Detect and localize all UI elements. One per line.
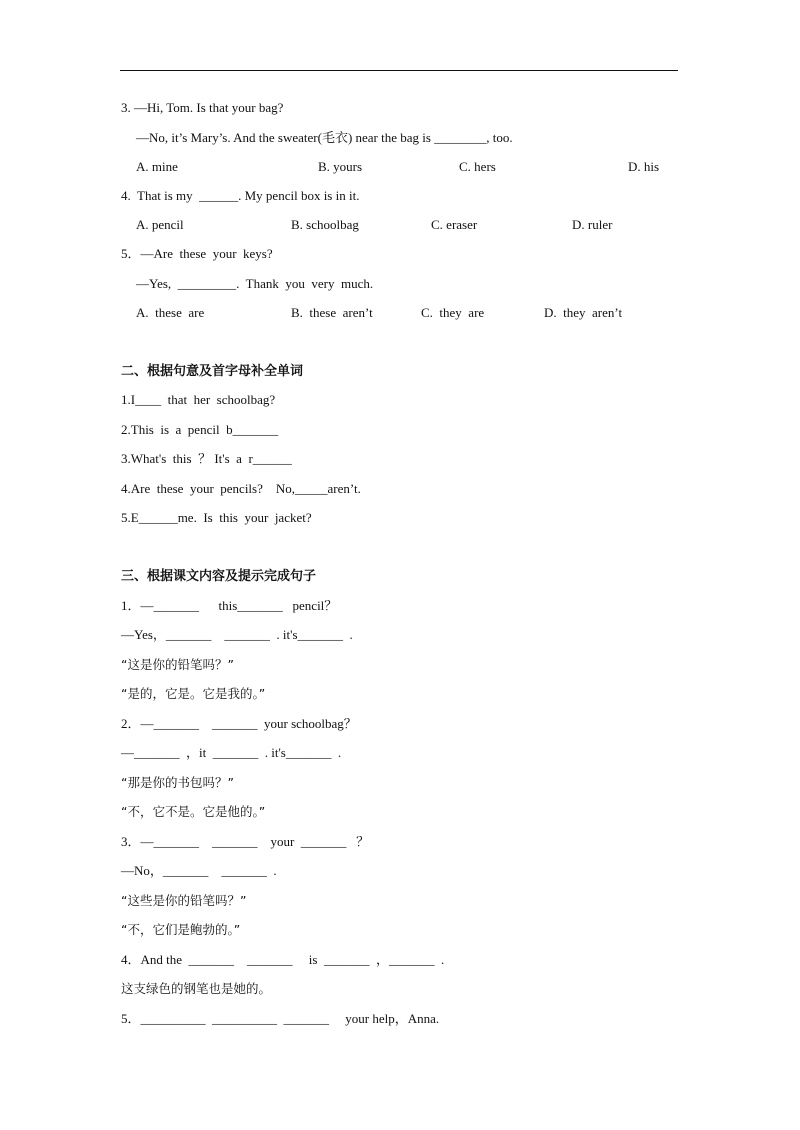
section-3-line-3: “这是你的铅笔吗？” (121, 657, 234, 672)
section-2-item-4: 4.Are these your pencils? No,_____aren’t. (121, 481, 361, 496)
section-3-line-15: 5．__________ __________ _______ your help，Anna. (121, 1011, 440, 1026)
question-3: 3. —Hi, Tom. Is that your bag? (121, 100, 284, 115)
q4-option-d: D. ruler (572, 217, 613, 232)
section-3-line-11: “这些是你的铅笔吗？” (121, 893, 247, 908)
section-3-line-4: “是的，它是。它是我的。” (121, 686, 266, 701)
question-3-answer-line: —No, it’s Mary’s. And the sweater(毛衣) near the bag is ________, too. (136, 130, 513, 145)
q4-option-b: B. schoolbag (291, 217, 359, 232)
section-2-item-3: 3.What's this ？ It's a r______ (121, 451, 292, 466)
section-3-line-7: “那是你的书包吗？” (121, 775, 234, 790)
section-3-line-2: —Yes，_______ _______ . it's_______ . (121, 627, 353, 642)
q5-option-a: A. these are (136, 305, 205, 320)
question-5-answer-line: —Yes, _________. Thank you very much. (136, 276, 374, 291)
section-2-item-2: 2.This is a pencil b_______ (121, 422, 279, 437)
section-3-line-13: 4．And the _______ _______ is _______ ，_______ . (121, 952, 445, 967)
section-2-item-1: 1.I____ that her schoolbag? (121, 392, 276, 407)
q5-option-d: D. they aren’t (544, 305, 623, 320)
header-rule (120, 70, 678, 71)
section-3-line-6: —_______ ，it _______ . it's_______ . (121, 745, 342, 760)
section-2-heading: 二、根据句意及首字母补全单词 (121, 364, 304, 379)
q3-option-d: D. his (628, 159, 660, 174)
section-3-line-8: “不，它不是。它是他的。” (121, 804, 266, 819)
section-3-heading: 三、根据课文内容及提示完成句子 (121, 569, 317, 584)
q4-option-a: A. pencil (136, 217, 184, 232)
q5-option-c: C. they are (421, 305, 485, 320)
section-2-item-5: 5.E______me. Is this your jacket? (121, 510, 312, 525)
q3-option-c: C. hers (459, 159, 496, 174)
q4-option-c: C. eraser (431, 217, 478, 232)
section-3-line-10: —No，_______ _______ . (121, 863, 277, 878)
section-3-line-1: 1．—_______ this_______ pencil？ (121, 598, 338, 613)
q5-option-b: B. these aren’t (291, 305, 373, 320)
question-4: 4. That is my ______. My pencil box is in it. (121, 188, 360, 203)
question-5: 5．—Are these your keys? (121, 246, 273, 261)
q3-option-a: A. mine (136, 159, 178, 174)
section-3-line-12: “不，它们是鲍勃的。” (121, 922, 241, 937)
section-3-line-5: 2．—_______ _______ your schoolbag？ (121, 716, 357, 731)
q3-option-b: B. yours (318, 159, 363, 174)
section-3-line-9: 3．—_______ _______ your _______ ？ (121, 834, 370, 849)
section-3-line-14: 这支绿色的钢笔也是她的。 (121, 981, 272, 996)
